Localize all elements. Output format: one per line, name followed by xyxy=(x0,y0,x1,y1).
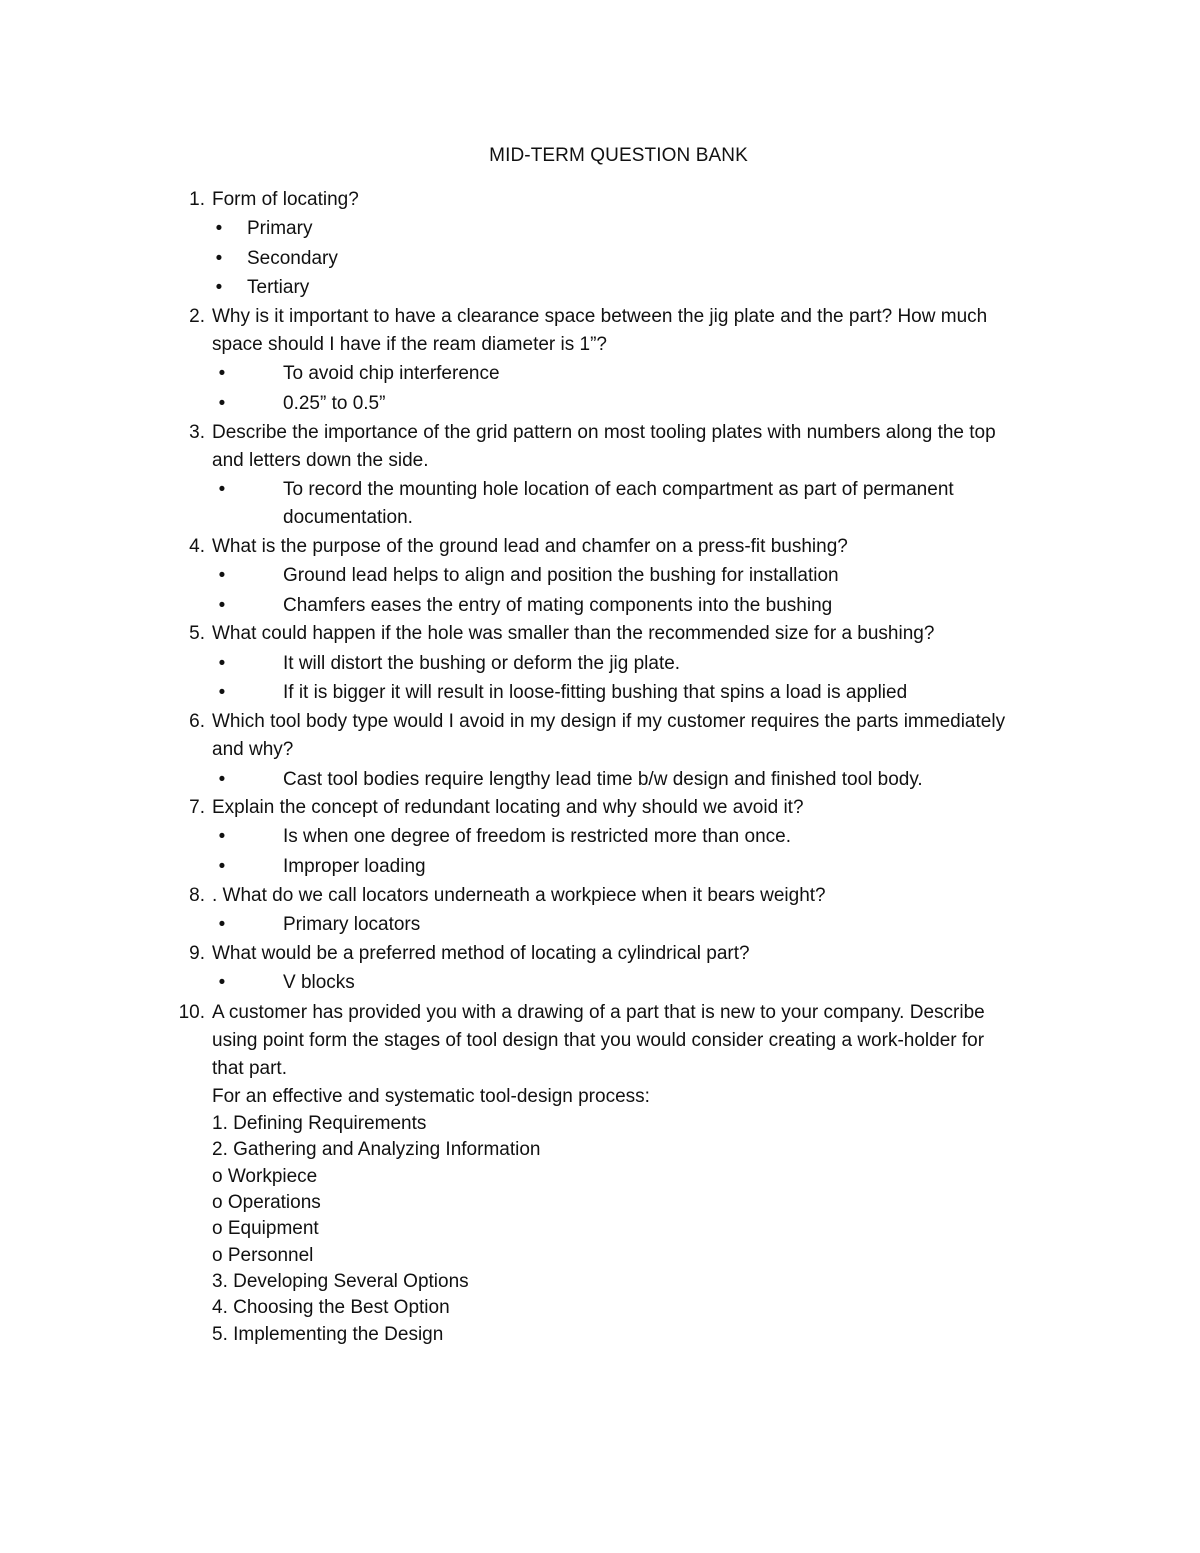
answer-text: It will distort the bushing or deform the jig plate. xyxy=(283,653,681,674)
bullet-icon: • xyxy=(215,277,223,298)
answer-text: Is when one degree of freedom is restricted more than once. xyxy=(283,826,791,847)
bullet-icon: • xyxy=(215,218,223,239)
question-5 xyxy=(189,620,935,648)
question-4 xyxy=(189,533,848,561)
answer-bullet xyxy=(218,360,500,388)
answer-text: Cast tool bodies require lengthy lead time b/w design and finished tool body. xyxy=(283,769,923,790)
answer-bullet xyxy=(218,476,954,504)
answer-bullet xyxy=(218,679,908,707)
answer-bullet xyxy=(218,766,923,794)
question-number: 7. xyxy=(189,797,205,818)
answer-line: o Equipment xyxy=(212,1218,319,1239)
page-title: MID-TERM QUESTION BANK xyxy=(489,145,748,166)
bullet-icon: • xyxy=(218,972,226,993)
question-number: 6. xyxy=(189,711,205,732)
question-text: Explain the concept of redundant locating and why should we avoid it? xyxy=(212,797,804,818)
answer-bullet xyxy=(218,853,426,881)
question-text: What is the purpose of the ground lead and chamfer on a press-fit bushing? xyxy=(212,536,848,557)
bullet-icon: • xyxy=(218,393,226,414)
question-number: 10. xyxy=(178,1002,205,1023)
answer-bullet xyxy=(215,215,313,243)
answer-text: To avoid chip interference xyxy=(283,363,500,384)
answer-bullet xyxy=(215,274,310,302)
answer-line: 3. Developing Several Options xyxy=(212,1271,469,1292)
question-text: . What do we call locators underneath a workpiece when it bears weight? xyxy=(212,885,826,906)
question-9 xyxy=(189,940,750,968)
question-text: A customer has provided you with a drawing of a part that is new to your company. Describe xyxy=(212,1002,985,1023)
answer-text: Secondary xyxy=(247,248,338,269)
answer-text: Tertiary xyxy=(247,277,310,298)
question-text-continued: that part. xyxy=(212,1058,287,1079)
question-7 xyxy=(189,794,804,822)
answer-bullet xyxy=(218,823,791,851)
answer-bullet xyxy=(218,592,833,620)
question-number: 5. xyxy=(189,623,205,644)
question-text: Describe the importance of the grid pattern on most tooling plates with numbers along the top xyxy=(212,422,996,443)
question-2 xyxy=(189,303,988,331)
question-text: Why is it important to have a clearance space between the jig plate and the part? How much xyxy=(212,306,988,327)
question-number: 9. xyxy=(189,943,205,964)
bullet-icon: • xyxy=(218,856,226,877)
answer-line: o Operations xyxy=(212,1192,321,1213)
bullet-icon: • xyxy=(218,479,226,500)
answer-text: 0.25” to 0.5” xyxy=(283,393,386,414)
question-1 xyxy=(189,186,359,214)
question-text-continued: using point form the stages of tool design that you would consider creating a work-holder for xyxy=(212,1030,985,1051)
question-text: Which tool body type would I avoid in my design if my customer requires the parts immediately xyxy=(212,711,1006,732)
question-10 xyxy=(178,999,985,1027)
answer-text: Primary xyxy=(247,218,313,239)
bullet-icon: • xyxy=(218,653,226,674)
question-6 xyxy=(189,708,1006,736)
question-text: What could happen if the hole was smaller than the recommended size for a bushing? xyxy=(212,623,935,644)
bullet-icon: • xyxy=(215,248,223,269)
bullet-icon: • xyxy=(218,914,226,935)
bullet-icon: • xyxy=(218,363,226,384)
answer-text: Primary locators xyxy=(283,914,421,935)
question-text-continued: and letters down the side. xyxy=(212,450,429,471)
answer-line: 2. Gathering and Analyzing Information xyxy=(212,1139,541,1160)
answer-text-continued: documentation. xyxy=(283,507,413,528)
answer-text: If it is bigger it will result in loose-fitting bushing that spins a load is applied xyxy=(283,682,908,703)
answer-bullet xyxy=(218,911,421,939)
question-3 xyxy=(189,419,996,447)
question-text: Form of locating? xyxy=(212,189,359,210)
answer-line: o Personnel xyxy=(212,1245,314,1266)
question-number: 4. xyxy=(189,536,205,557)
question-number: 3. xyxy=(189,422,205,443)
bullet-icon: • xyxy=(218,769,226,790)
question-number: 2. xyxy=(189,306,205,327)
answer-text: V blocks xyxy=(283,972,355,993)
bullet-icon: • xyxy=(218,595,226,616)
answer-line: For an effective and systematic tool-design process: xyxy=(212,1086,650,1107)
question-text: What would be a preferred method of locating a cylindrical part? xyxy=(212,943,750,964)
answer-bullet xyxy=(218,650,681,678)
answer-bullet xyxy=(218,562,839,590)
bullet-icon: • xyxy=(218,826,226,847)
question-text-continued: space should I have if the ream diameter is 1”? xyxy=(212,334,607,355)
bullet-icon: • xyxy=(218,682,226,703)
answer-line: 4. Choosing the Best Option xyxy=(212,1297,450,1318)
answer-bullet xyxy=(215,245,338,273)
question-8 xyxy=(189,882,826,910)
answer-text: Ground lead helps to align and position the bushing for installation xyxy=(283,565,839,586)
answer-text: Improper loading xyxy=(283,856,426,877)
question-text-continued: and why? xyxy=(212,739,294,760)
answer-bullet xyxy=(218,390,386,418)
question-number: 1. xyxy=(189,189,205,210)
answer-bullet xyxy=(218,969,355,997)
answer-line: 1. Defining Requirements xyxy=(212,1113,427,1134)
answer-line: o Workpiece xyxy=(212,1166,318,1187)
bullet-icon: • xyxy=(218,565,226,586)
question-number: 8. xyxy=(189,885,205,906)
answer-text: Chamfers eases the entry of mating components into the bushing xyxy=(283,595,833,616)
answer-text: To record the mounting hole location of each compartment as part of permanent xyxy=(283,479,954,500)
answer-line: 5. Implementing the Design xyxy=(212,1324,444,1345)
